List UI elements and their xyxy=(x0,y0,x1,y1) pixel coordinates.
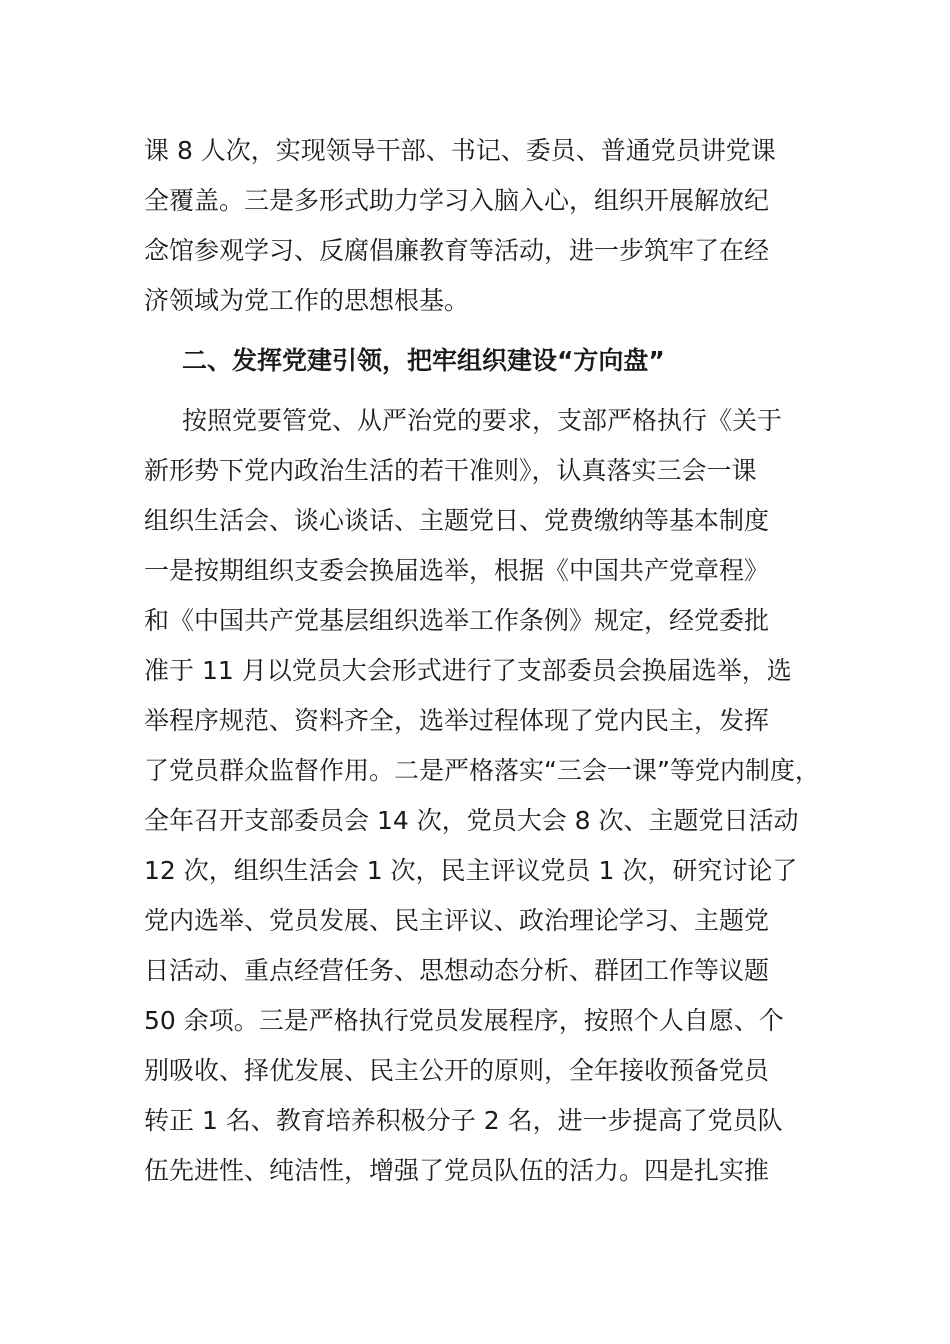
text-line: 12 次，组织生活会 1 次，民主评议党员 1 次，研究讨论了 xyxy=(144,856,798,885)
text-line: 念馆参观学习、反腐倡廉教育等活动，进一步筑牢了在经 xyxy=(144,236,770,265)
paragraph-party-lectures xyxy=(144,126,844,326)
text-line: 日活动、重点经营任务、思想动态分析、群团工作等议题 xyxy=(144,956,770,985)
text-line: 全覆盖。三是多形式助力学习入脑入心，组织开展解放纪 xyxy=(144,186,770,215)
text-line: 举程序规范、资料齐全，选举过程体现了党内民主，发挥 xyxy=(144,706,770,735)
text-line: 党内选举、党员发展、民主评议、政治理论学习、主题党 xyxy=(144,906,770,935)
text-line: 全年召开支部委员会 14 次，党员大会 8 次、主题党日活动 xyxy=(144,806,799,835)
text-line: 50 余项。三是严格执行党员发展程序，按照个人自愿、个 xyxy=(144,1006,784,1035)
text-line: 和《中国共产党基层组织选举工作条例》规定，经党委批 xyxy=(144,606,770,635)
text-line: 了党员群众监督作用。二是严格落实“三会一课”等党内制度， xyxy=(144,756,820,785)
text-line: 新形势下党内政治生活的若干准则》，认真落实三会一课 xyxy=(144,456,757,485)
section-heading: 二、发挥党建引领，把牢组织建设“方向盘” xyxy=(182,346,665,375)
text-line: 济领域为党工作的思想根基。 xyxy=(144,286,470,315)
text-line: 别吸收、择优发展、民主公开的原则，全年接收预备党员 xyxy=(144,1056,770,1085)
document-body xyxy=(144,126,844,1196)
text-line: 转正 1 名、教育培养积极分子 2 名，进一步提高了党员队 xyxy=(144,1106,783,1135)
text-line: 组织生活会、谈心谈话、主题党日、党费缴纳等基本制度 xyxy=(144,506,770,535)
paragraph-organization-building xyxy=(144,396,844,1196)
text-line: 按照党要管党、从严治党的要求，支部严格执行《关于 xyxy=(182,406,783,435)
text-line: 准于 11 月以党员大会形式进行了支部委员会换届选举，选 xyxy=(144,656,792,685)
text-line: 一是按期组织支委会换届选举，根据《中国共产党章程》 xyxy=(144,556,770,585)
text-line: 课 8 人次，实现领导干部、书记、委员、普通党员讲党课 xyxy=(144,136,776,165)
text-line: 伍先进性、纯洁性，增强了党员队伍的活力。四是扎实推 xyxy=(144,1156,770,1185)
